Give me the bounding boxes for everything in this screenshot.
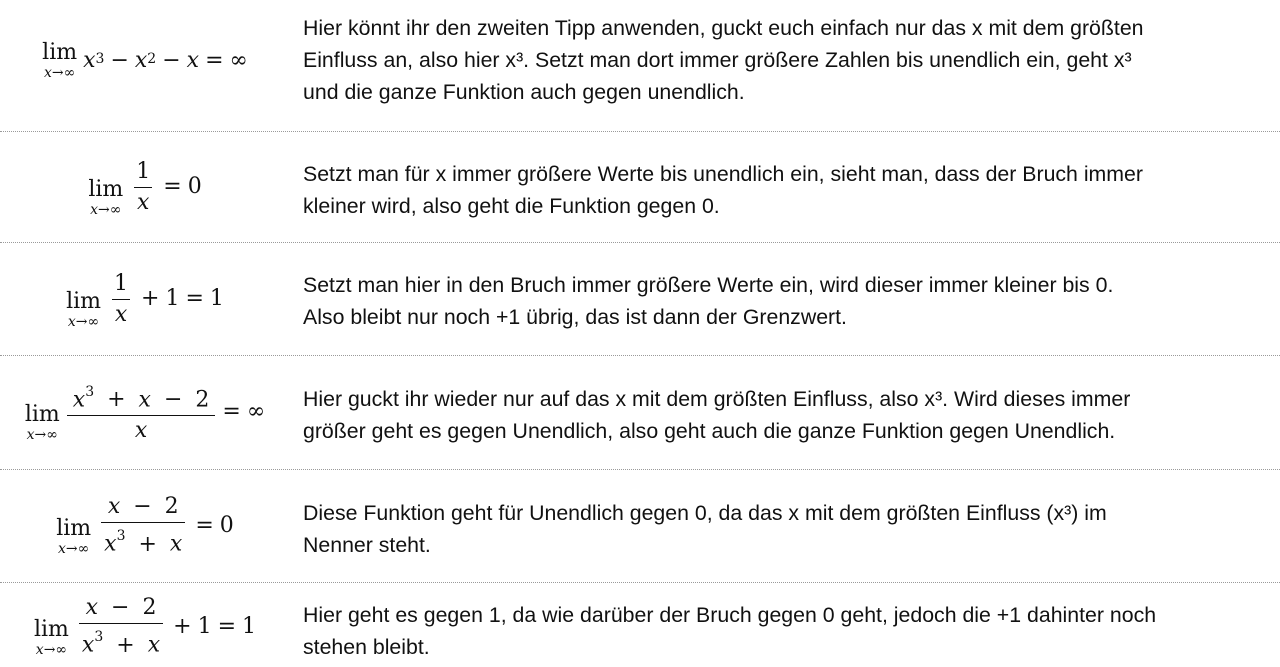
formula: lim x→∞ $\frac{x^3 + x - 2}{x}$ = ∞: [24, 383, 266, 444]
table-row: [0, 583, 1280, 667]
description: Hier geht es gegen 1, da wie darüber der Bruch gegen 0 geht, jedoch die +1 dahinter noch stehen bleibt.: [303, 603, 1157, 659]
description: Diese Funktion geht für Unendlich gegen 0, da das x mit dem größten Einfluss (x³) im Nenner steht.: [303, 501, 1107, 557]
table-row: [0, 356, 1280, 470]
table-row: [0, 470, 1280, 583]
formula: lim x→∞ $\frac{1}{x}$ + 1 = 1: [66, 270, 224, 330]
formula: lim x→∞ $\frac{1}{x}$ = 0: [88, 158, 202, 218]
formula: lim x→∞ $\frac{x - 2}{x^3 + x}$ = 0: [56, 494, 234, 557]
description: Setzt man hier in den Bruch immer größere Werte ein, wird dieser immer kleiner bis 0. Also bleibt nur noch +1 übrig, das ist dann der Grenzwert.: [303, 273, 1114, 329]
description: Setzt man für x immer größere Werte bis unendlich ein, sieht man, dass der Bruch immer kleiner wird, also geht die Funktion gegen 0.: [303, 162, 1143, 218]
table-row: [0, 243, 1280, 356]
description: Hier guckt ihr wieder nur auf das x mit dem größten Einfluss, also x³. Wird dieses immer größer geht es gegen Unendlich, also geht auch die ganze Funktion gegen Unendlich.: [303, 387, 1131, 443]
formula: lim x→∞ $\frac{x - 2}{x^3 + x}$ + 1 = 1: [33, 595, 256, 658]
description: Hier könnt ihr den zweiten Tipp anwenden, guckt euch einfach nur das x mit dem größten Einfluss an, also hier x³. Setzt man dort immer größere Zahlen bis unendlich ein, geht x³ und die ganze Funktion auch gegen unendlich.: [303, 16, 1144, 104]
formula: lim x→∞ x $^3$ − x $^2$ − x = ∞: [42, 39, 248, 81]
table-row: [0, 0, 1280, 132]
table-row: [0, 132, 1280, 243]
